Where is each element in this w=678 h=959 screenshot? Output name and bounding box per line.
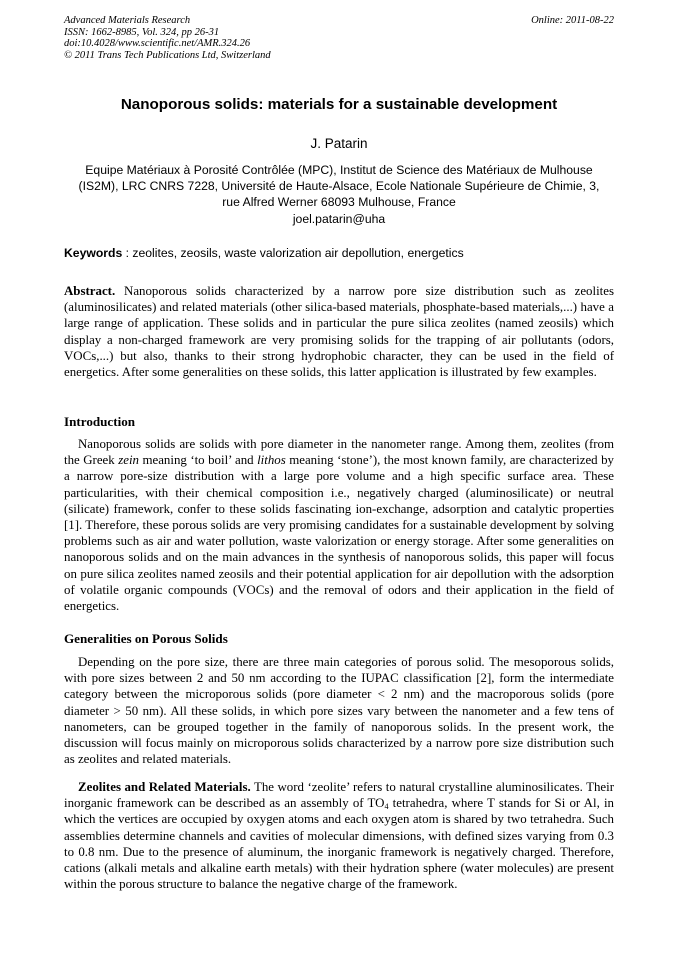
journal-copyright: © 2011 Trans Tech Publications Ltd, Switzerland bbox=[64, 49, 271, 61]
section-heading-introduction: Introduction bbox=[64, 414, 136, 429]
journal-name: Advanced Materials Research bbox=[64, 15, 191, 26]
abstract-text: Nanoporous solids characterized by a narrow pore size distribution such as zeolites (aluminosilicates) and related materials (other silica-based materials, phosphate-based materials,...) have a large range of application. These solids and in particular the pure silica zeolites (named zeosils) which display a non-charged framework are very promising solids for the trapping of air pollutants (odors, VOCs,...) but also, thanks to their strong hydrophobic character, they can be used in the field of energetics. After some generalities on these solids, this latter application is illustrated by few examples. bbox=[64, 284, 614, 380]
section-heading-generalities: Generalities on Porous Solids bbox=[64, 631, 228, 646]
abstract-label: Abstract. bbox=[64, 284, 116, 298]
keywords-label: Keywords bbox=[64, 246, 123, 260]
abstract bbox=[64, 283, 614, 380]
generalities-paragraph: Depending on the pore size, there are three main categories of porous solid. The mesoporous solids, with pore sizes between 2 and 50 nm according to the IUPAC classification [2], form the intermediate category between the microporous solids (pore diameter < 2 nm) and the macroporous solids (pore diameter > 50 nm). All these solids, in which pore sizes vary between the nanometer and a few tens of nanometers, can be grouped together in the family of nanoporous solids. In the present work, the discussion will focus mainly on microporous solids characterized by a narrow pore size distribution such as zeolites and related materials. bbox=[64, 655, 614, 767]
author-affiliation bbox=[64, 162, 614, 210]
journal-doi: doi:10.4028/www.scientific.net/AMR.324.26 bbox=[64, 38, 251, 49]
affiliation-line: (IS2M), LRC CNRS 7228, Université de Haute-Alsace, Ecole Nationale Supérieure de Chimie, 3, bbox=[78, 179, 600, 193]
author-name: J. Patarin bbox=[310, 136, 368, 151]
zeolites-paragraph: Zeolites and Related Materials. The word ‘zeolite’ refers to natural crystalline aluminosilicates. Their inorganic framework can be described as an assembly of $TO_4$ tetrahedra, where T stands for Si or Al, in which the vertices are occupied by oxygen atoms and each oxygen atom is shared by two tetrahedra. Such assemblies determine channels and cavities of molecular dimensions, with defined sizes varying from 0.3 to 0.8 nm. Due to the presence of aluminum, the inorganic framework is negatively charged. Therefore, cations (alkali metals and alkaline earth metals) with their hydration sphere (water molecules) are present within the porous structure to balance the negative charge of the framework. bbox=[64, 780, 615, 892]
affiliation-line: rue Alfred Werner 68093 Mulhouse, France bbox=[222, 195, 456, 209]
journal-issn: ISSN: 1662-8985, Vol. 324, pp 26-31 bbox=[64, 26, 220, 38]
author-email: joel.patarin@uha bbox=[292, 212, 386, 226]
keywords bbox=[64, 246, 614, 260]
paper-title: Nanoporous solids: materials for a sustainable development bbox=[120, 96, 558, 113]
keywords-text: : zeolites, zeosils, waste valorization air depollution, energetics bbox=[122, 246, 464, 260]
introduction-paragraph: Nanoporous solids are solids with pore diameter in the nanometer range. Among them, zeolites (from the Greek zein meaning ‘to boil’ and lithos meaning ‘stone’), the most known family, are characterized by a narrow pore-size distribution with a large pore volume and a high specific surface area. These particularities, with their chemical composition i.e., negatively charged (aluminosilicate) or neutral (silicate) framework, confer to these solids fascinating ion-exchange, adsorption and catalytic properties [1]. Therefore, these porous solids are very promising candidates for a sustainable development by solving problems such as air and water pollution, waste valorization or energy storage. After some generalities on nanoporous solids and on the main advances in the synthesis of nanoporous solids, this paper will focus on pure silica zeolites named zeosils and their potential application for air depollution with the adsorption of volatile organic compounds (VOCs) and the removal of odors and their application in the field of energetics. bbox=[64, 437, 614, 614]
affiliation-line: Equipe Matériaux à Porosité Contrôlée (MPC), Institut de Science des Matériaux de Mulhouse bbox=[85, 163, 593, 177]
journal-header bbox=[64, 15, 614, 61]
subsection-heading-zeolites: Zeolites and Related Materials. bbox=[78, 780, 251, 794]
online-date: Online: 2011-08-22 bbox=[531, 15, 614, 26]
